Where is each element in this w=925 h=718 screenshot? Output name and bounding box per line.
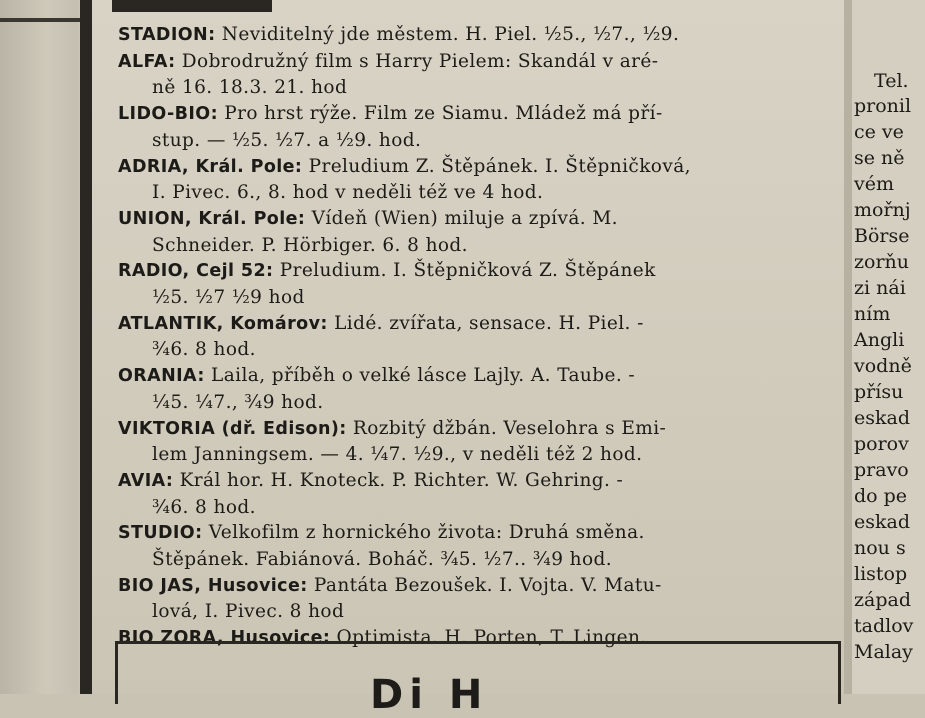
listing-text: Rozbitý džbán. Veselohra s Emi- [352,417,667,439]
right-column-line: pronil [854,95,912,117]
listing-text: Lidé. zvířata, sensace. H. Piel. - [334,312,644,334]
right-column-line: nou s [854,537,906,559]
cinema-name: ATLANTIK, Komárov: [118,313,328,334]
right-gutter [844,0,852,694]
right-column-fragment [852,0,925,694]
right-column-line: Angli [854,329,905,351]
right-column-line: Malay [854,641,913,663]
listing-entry [118,206,840,258]
listing-entry [118,154,840,206]
left-top-rule [0,18,80,22]
listing-entry [118,101,840,153]
listing-entry [118,520,840,572]
listing-continuation: ně 16. 18.3. 21. hod [152,77,348,99]
listing-text: Pro hrst rýže. Film ze Siamu. Mládež má pří- [224,103,663,125]
right-column-line: vém [854,173,894,195]
listing-entry [118,49,840,101]
listing-text: Vídeň (Wien) miluje a zpívá. M. [311,207,618,229]
listing-continuation: lem Janningsem. — 4. ¼7. ½9., v neděli též 2 hod. [152,444,643,466]
cinema-name: BIO JAS, Husovice: [118,575,308,596]
cinema-name: RADIO, Cejl 52: [118,261,274,282]
listing-entry [118,311,840,363]
listing-continuation: lová, I. Pivec. 8 hod [152,601,345,623]
listing-entry [118,416,840,468]
listing-text: Laila, příběh o velké lásce Lajly. A. Taube. - [211,365,636,387]
right-column-line: Tel. [874,70,909,92]
right-column-line: pravo [854,459,909,481]
listing-continuation: Štěpánek. Fabiánová. Boháč. ¾5. ½7.. ¾9 hod. [152,549,613,571]
cinema-name: ADRIA, Král. Pole: [118,156,303,177]
left-column-rule [80,0,92,694]
listing-continuation: stup. — ½5. ½7. a ½9. hod. [152,129,422,151]
listing-text: Preludium. I. Štěpničková Z. Štěpánek [279,260,656,282]
listing-text: Neviditelný jde městem. H. Piel. ½5., ½7., ½9. [221,24,680,45]
cinema-name: ORANIA: [118,366,205,387]
listing-continuation: I. Pivec. 6., 8. hod v neděli též ve 4 hod. [152,182,544,204]
right-column-line: ce ve [854,121,904,143]
listing-text: Velkofilm z hornického života: Druhá směna. [208,522,645,544]
listing-entry [118,573,840,625]
right-column-line: listop [854,563,908,585]
listing-continuation: ¾6. 8 hod. [152,496,256,518]
cinema-name: UNION, Král. Pole: [118,208,306,229]
right-column-line: eskad [854,407,910,429]
listing-text: Pantáta Bezoušek. I. Vojta. V. Matu- [313,574,662,596]
right-column-line: zi nái [854,277,906,299]
listing-entry [118,468,840,520]
section-header-bar [112,0,272,12]
listing-continuation: Schneider. P. Hörbiger. 6. 8 hod. [152,234,468,256]
cinema-listing [118,22,840,652]
listing-entry [118,363,840,415]
cinema-name: STUDIO: [118,523,203,544]
cinema-name: ALFA: [118,51,176,72]
right-column-line: eskad [854,511,910,533]
right-column-line: vodně [854,355,912,377]
right-column-line: porov [854,433,909,455]
right-column-line: západ [854,589,911,611]
listing-text: Optimista. H. Porten, T. Lingen. [336,627,647,649]
cinema-name: LIDO-BIO: [118,104,218,125]
listing-text: Dobrodružný film s Harry Pielem: Skandál v aré- [181,50,659,72]
right-column-line: ním [854,303,891,325]
cinema-name: AVIA: [118,470,174,491]
listing-continuation: ¼5. ¼7., ¾9 hod. [152,391,324,413]
left-page-strip [0,0,78,694]
cinema-name: STADION: [118,25,216,45]
listing-text: Preludium Z. Štěpánek. I. Štěpničková, [308,155,691,177]
right-column-line: se ně [854,147,905,169]
right-column-line: mořnj [854,199,911,221]
listing-entry [118,22,840,49]
right-column-line: tadlov [854,615,914,637]
right-column-line: zorňu [854,251,910,273]
cinema-name: VIKTORIA (dř. Edison): [118,418,347,439]
listing-continuation: ¾6. 8 hod. [152,339,256,361]
right-column-line: přísu [854,381,904,403]
listing-continuation: ½5. ½7 ½9 hod [152,287,305,309]
right-column-line: do pe [854,485,908,507]
bottom-headline-fragment: Di H [370,672,489,718]
cinema-name: BIO ZORA, Husovice: [118,628,331,649]
listing-text: Král hor. H. Knoteck. P. Richter. W. Gehring. - [179,469,624,491]
right-column-line: Börse [854,225,910,247]
listing-entry [118,258,840,310]
